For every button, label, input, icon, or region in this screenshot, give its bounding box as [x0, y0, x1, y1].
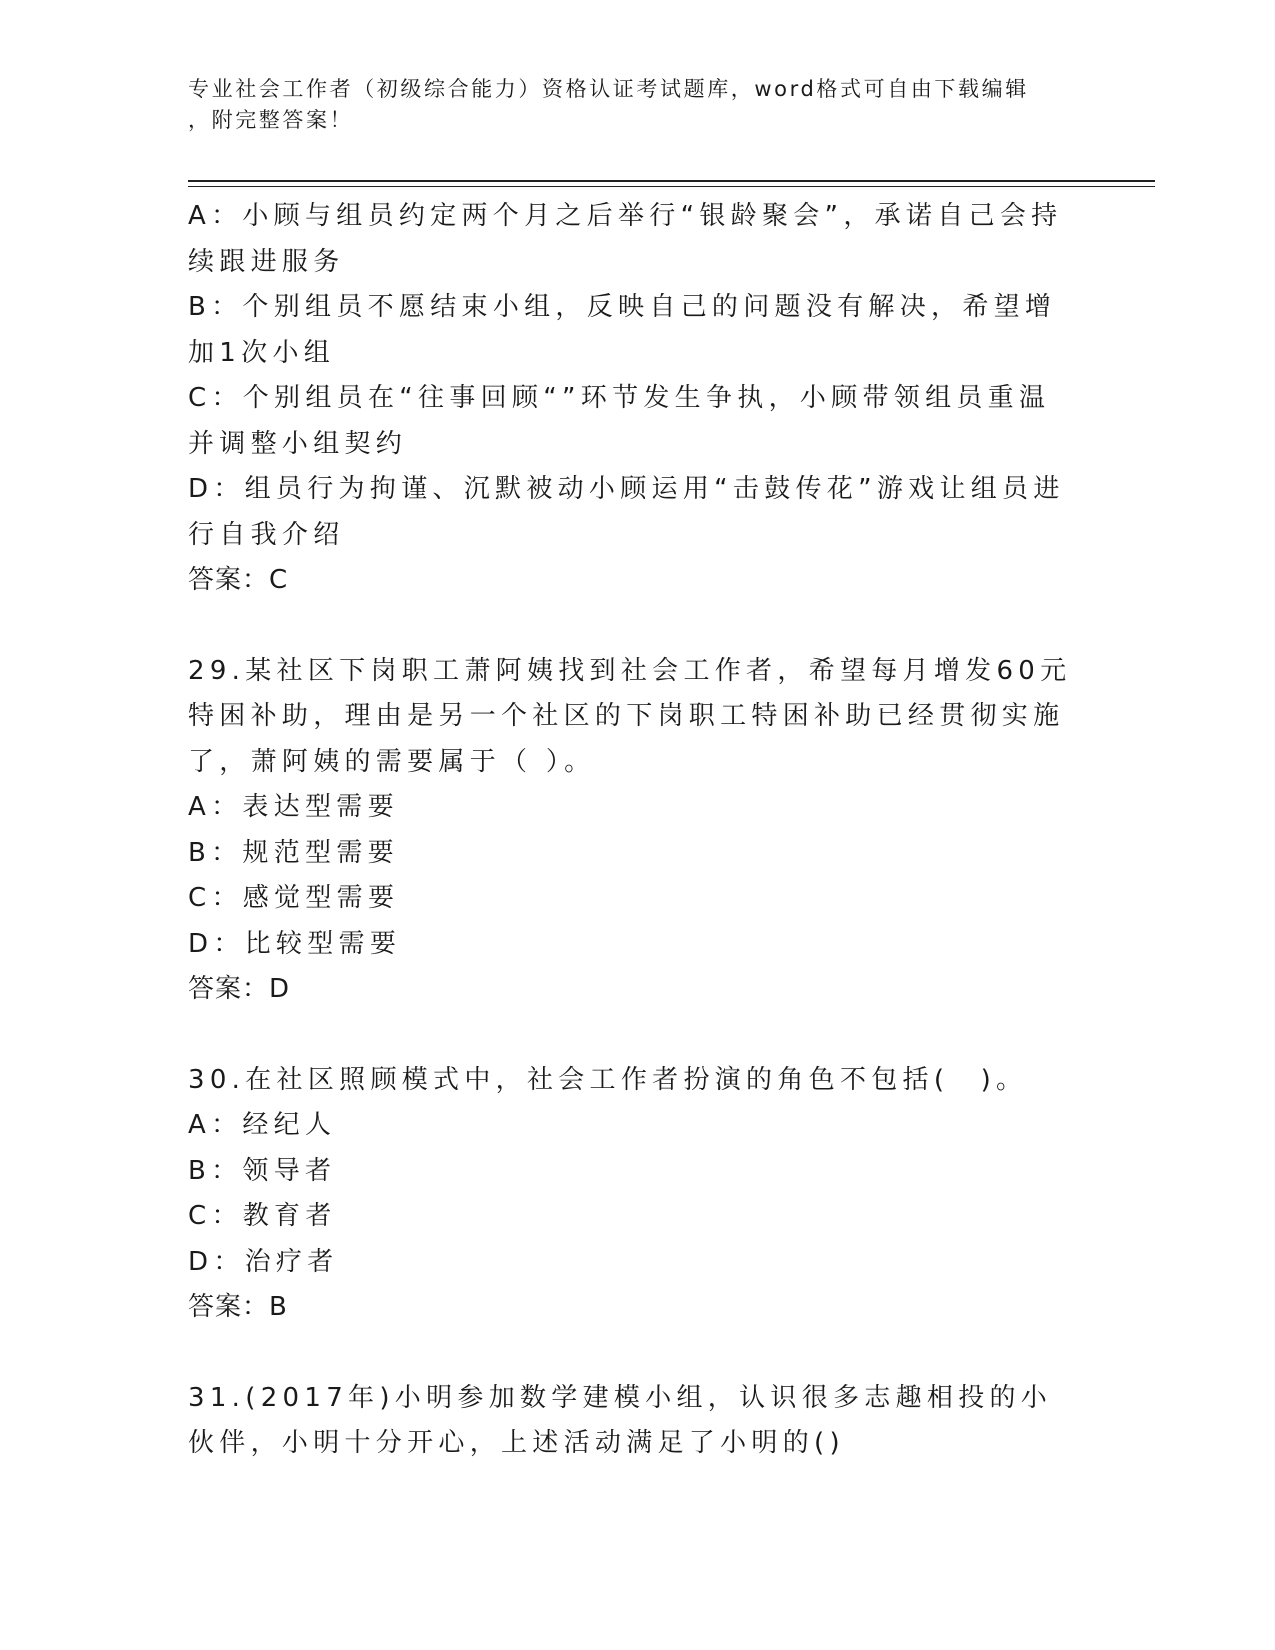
- option-d: D：比较型需要: [188, 928, 402, 959]
- option-c: C：教育者: [188, 1201, 337, 1231]
- option-b: B：领导者: [188, 1155, 337, 1186]
- header-divider-thick: [188, 180, 1155, 182]
- question-31: [188, 1376, 1078, 1467]
- answer: 答案：B: [188, 1292, 288, 1322]
- document-header: [188, 74, 1088, 136]
- question-28: [188, 194, 1078, 604]
- option-a: A：经纪人: [188, 1110, 337, 1140]
- option-b: B：规范型需要: [188, 837, 399, 868]
- header-line-1: 专业社会工作者（初级综合能力）资格认证考试题库，word格式可自由下载编辑: [188, 77, 1029, 101]
- question-30: [188, 1058, 1078, 1331]
- header-line-2: ，附完整答案！: [188, 108, 354, 132]
- question-text: 29.某社区下岗职工萧阿姨找到社会工作者，希望每月增发60元特困补助，理由是另一个社区的下岗职工特困补助已经贯彻实施了，萧阿姨的需要属于（ ）。: [188, 655, 1072, 777]
- question-text: 30.在社区照顾模式中，社会工作者扮演的角色不包括( )。: [188, 1064, 1028, 1095]
- option-c: C：个别组员在“往事回顾“”环节发生争执，小顾带领组员重温并调整小组契约: [188, 383, 1051, 459]
- option-d: D：组员行为拘谨、沉默被动小顾运用“击鼓传花”游戏让组员进行自我介绍: [188, 474, 1065, 550]
- question-list: [188, 194, 1078, 1467]
- header-divider-thin: [188, 186, 1155, 187]
- question-text: 31.(2017年)小明参加数学建模小组，认识很多志趣相投的小伙伴，小明十分开心，上述活动满足了小明的(): [188, 1382, 1053, 1458]
- question-29: [188, 649, 1078, 1013]
- option-b: B：个别组员不愿结束小组，反映自己的问题没有解决，希望增加1次小组: [188, 292, 1057, 368]
- option-a: A：表达型需要: [188, 792, 399, 822]
- option-c: C：感觉型需要: [188, 883, 400, 913]
- answer: 答案：C: [188, 565, 289, 595]
- option-d: D：治疗者: [188, 1246, 339, 1277]
- option-a: A：小顾与组员约定两个月之后举行“银龄聚会”，承诺自己会持续跟进服务: [188, 201, 1063, 277]
- answer: 答案：D: [188, 974, 291, 1004]
